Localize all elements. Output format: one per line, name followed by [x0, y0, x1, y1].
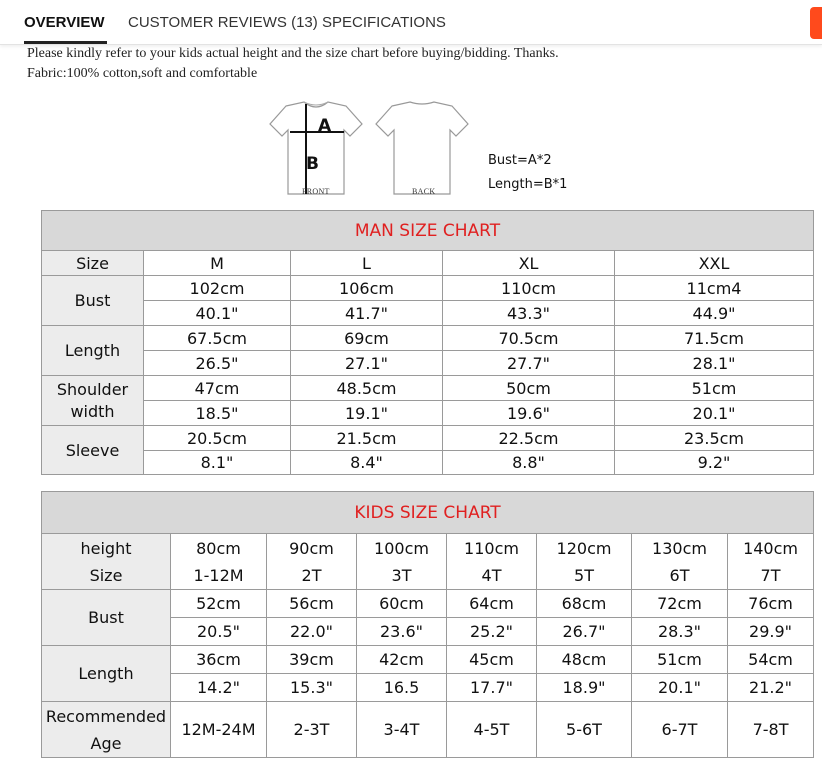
kids-height-size [357, 534, 447, 590]
kids-height-value: 120cm [556, 538, 612, 558]
man-length-inch: 26.5" [144, 351, 291, 376]
kids-chart-title: KIDS SIZE CHART [42, 492, 814, 534]
kids-age-value: 7-8T [728, 702, 814, 758]
kids-size-value: 5T [574, 565, 594, 585]
kids-height-label: height [80, 538, 132, 558]
man-shoulder-label [42, 376, 144, 426]
kids-bust-cm: 52cm [171, 590, 267, 618]
tshirt-front-icon [266, 100, 366, 198]
man-length-cm: 70.5cm [443, 326, 615, 351]
kids-age-value: 2-3T [267, 702, 357, 758]
man-length-inch: 28.1" [615, 351, 814, 376]
kids-age-label-line2: Age [90, 733, 122, 753]
kids-bust-inch: 23.6" [357, 618, 447, 646]
man-bust-cm: 110cm [443, 276, 615, 301]
kids-length-inch: 20.1" [632, 674, 728, 702]
kids-height-size [171, 534, 267, 590]
length-formula: Length=B*1 [488, 177, 568, 192]
kids-length-cm: 36cm [171, 646, 267, 674]
man-sleeve-inch: 8.4" [291, 451, 443, 475]
man-shoulder-inch: 19.6" [443, 401, 615, 426]
man-shoulder-cm: 50cm [443, 376, 615, 401]
man-size-label: Size [42, 251, 144, 276]
fabric-note: Fabric:100% cotton,soft and comfortable [27, 66, 258, 81]
kids-age-value: 4-5T [447, 702, 537, 758]
man-length-inch: 27.1" [291, 351, 443, 376]
kids-bust-cm: 72cm [632, 590, 728, 618]
kids-length-cm: 45cm [447, 646, 537, 674]
man-shoulder-cm: 48.5cm [291, 376, 443, 401]
kids-size-label: Size [89, 565, 123, 585]
kids-length-inch: 16.5 [357, 674, 447, 702]
kids-height-value: 80cm [196, 538, 241, 558]
kids-height-size [447, 534, 537, 590]
man-bust-cm: 102cm [144, 276, 291, 301]
man-sleeve-inch: 8.1" [144, 451, 291, 475]
kids-height-value: 110cm [464, 538, 519, 558]
man-size-xxl: XXL [615, 251, 814, 276]
kids-size-value: 1-12M [193, 565, 244, 585]
kids-bust-inch: 25.2" [447, 618, 537, 646]
kids-bust-cm: 64cm [447, 590, 537, 618]
bust-formula: Bust=A*2 [488, 153, 552, 168]
man-shoulder-label-line1: Shoulder [56, 380, 129, 399]
kids-length-cm: 42cm [357, 646, 447, 674]
man-chart-title: MAN SIZE CHART [42, 211, 814, 251]
man-length-cm: 71.5cm [615, 326, 814, 351]
man-length-cm: 67.5cm [144, 326, 291, 351]
kids-height-size [537, 534, 632, 590]
kids-length-inch: 14.2" [171, 674, 267, 702]
kids-length-cm: 48cm [537, 646, 632, 674]
kids-size-value: 2T [301, 565, 322, 585]
measure-letter-b: B [306, 154, 319, 174]
man-sleeve-cm: 20.5cm [144, 426, 291, 451]
kids-size-value: 6T [669, 565, 690, 585]
kids-height-size [632, 534, 728, 590]
kids-size-value: 7T [760, 565, 781, 585]
kids-bust-cm: 68cm [537, 590, 632, 618]
man-length-label: Length [42, 326, 144, 376]
tab-overview[interactable]: OVERVIEW [24, 14, 105, 31]
man-shoulder-inch: 18.5" [144, 401, 291, 426]
kids-height-size [728, 534, 814, 590]
kids-bust-label: Bust [42, 590, 171, 646]
man-sleeve-cm: 23.5cm [615, 426, 814, 451]
kids-length-cm: 54cm [728, 646, 814, 674]
kids-length-inch: 21.2" [728, 674, 814, 702]
kids-height-value: 100cm [374, 538, 429, 558]
kids-bust-inch: 28.3" [632, 618, 728, 646]
kids-bust-inch: 20.5" [171, 618, 267, 646]
man-length-inch: 27.7" [443, 351, 615, 376]
man-sleeve-cm: 21.5cm [291, 426, 443, 451]
man-size-xl: XL [443, 251, 615, 276]
man-sleeve-inch: 8.8" [443, 451, 615, 475]
kids-length-inch: 15.3" [267, 674, 357, 702]
kids-height-size-label [42, 534, 171, 590]
man-length-cm: 69cm [291, 326, 443, 351]
man-size-m: M [144, 251, 291, 276]
kids-height-size [267, 534, 357, 590]
man-bust-cm: 11cm4 [615, 276, 814, 301]
tab-customer-reviews[interactable]: CUSTOMER REVIEWS (13) [128, 14, 318, 31]
man-shoulder-cm: 47cm [144, 376, 291, 401]
man-bust-inch: 41.7" [291, 301, 443, 326]
man-shoulder-label-line2: width [70, 402, 115, 421]
man-bust-label: Bust [42, 276, 144, 326]
kids-age-value: 5-6T [537, 702, 632, 758]
kids-age-label [42, 702, 171, 758]
tab-specifications[interactable]: SPECIFICATIONS [322, 14, 446, 31]
kids-length-label: Length [42, 646, 171, 702]
man-sleeve-cm: 22.5cm [443, 426, 615, 451]
man-bust-inch: 44.9" [615, 301, 814, 326]
kids-length-cm: 51cm [632, 646, 728, 674]
man-sleeve-inch: 9.2" [615, 451, 814, 475]
man-shoulder-inch: 20.1" [615, 401, 814, 426]
man-size-chart [41, 210, 814, 475]
kids-age-value: 6-7T [632, 702, 728, 758]
kids-length-inch: 17.7" [447, 674, 537, 702]
tshirt-back-icon [372, 100, 472, 198]
man-size-l: L [291, 251, 443, 276]
kids-bust-inch: 26.7" [537, 618, 632, 646]
man-bust-inch: 40.1" [144, 301, 291, 326]
tab-bar [0, 0, 822, 45]
kids-height-value: 130cm [652, 538, 707, 558]
kids-age-value: 12M-24M [171, 702, 267, 758]
kids-bust-inch: 29.9" [728, 618, 814, 646]
man-bust-cm: 106cm [291, 276, 443, 301]
kids-bust-cm: 56cm [267, 590, 357, 618]
back-label: BACK [412, 187, 436, 196]
kids-bust-cm: 60cm [357, 590, 447, 618]
man-shoulder-cm: 51cm [615, 376, 814, 401]
kids-length-cm: 39cm [267, 646, 357, 674]
tshirt-diagram [262, 98, 592, 200]
kids-size-value: 3T [391, 565, 412, 585]
kids-height-value: 90cm [289, 538, 334, 558]
kids-bust-inch: 22.0" [267, 618, 357, 646]
man-shoulder-inch: 19.1" [291, 401, 443, 426]
front-label: FRONT [302, 187, 330, 196]
kids-length-inch: 18.9" [537, 674, 632, 702]
kids-age-value: 3-4T [357, 702, 447, 758]
kids-size-value: 4T [481, 565, 502, 585]
kids-height-value: 140cm [743, 538, 798, 558]
kids-age-label-line1: Recommended [45, 706, 167, 726]
active-tab-indicator [24, 41, 107, 44]
action-button[interactable] [810, 7, 822, 39]
kids-size-chart [41, 491, 814, 758]
man-bust-inch: 43.3" [443, 301, 615, 326]
man-sleeve-label: Sleeve [42, 426, 144, 475]
size-note: Please kindly refer to your kids actual height and the size chart before buying/bidding. Thanks. [27, 46, 559, 61]
measure-letter-a: A [318, 116, 332, 136]
kids-bust-cm: 76cm [728, 590, 814, 618]
